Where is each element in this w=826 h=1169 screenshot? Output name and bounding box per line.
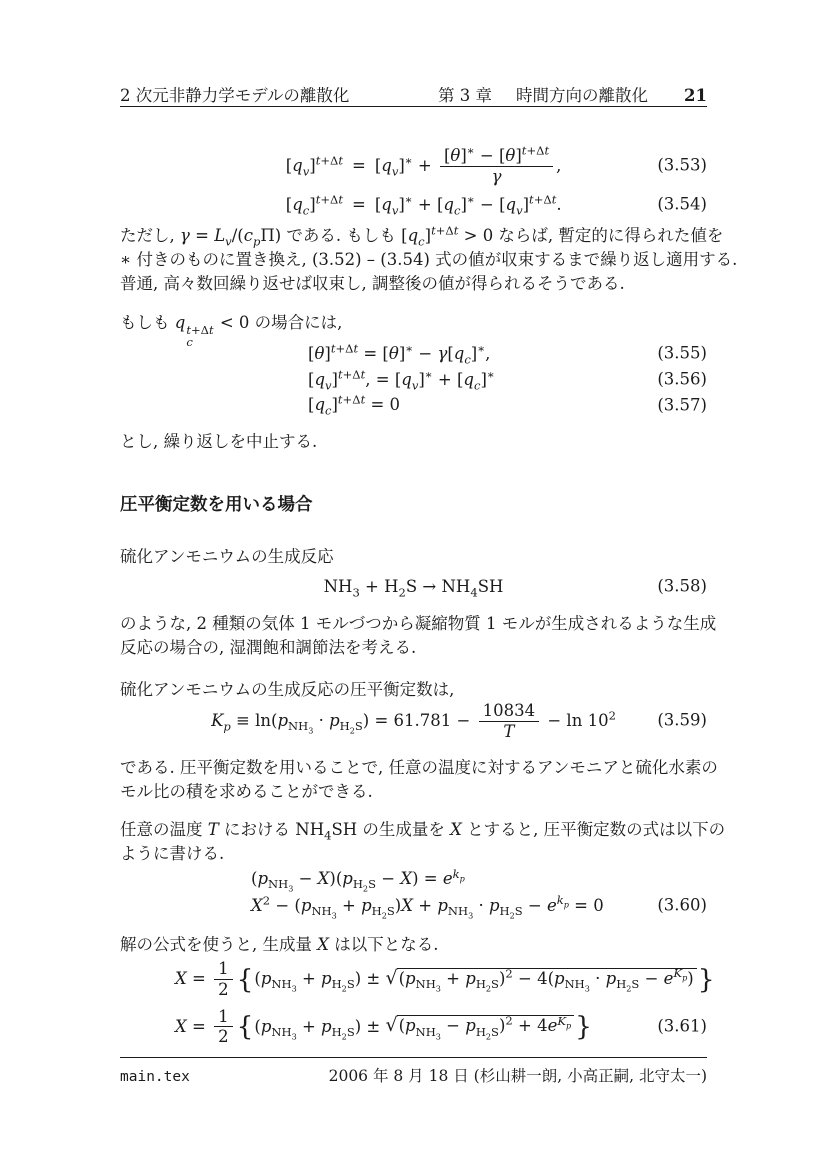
math-sup: t+Δt (529, 192, 557, 207)
math-var: v (411, 377, 419, 392)
equation-block (120, 701, 707, 742)
paragraph-line: ように書ける. (120, 844, 225, 863)
math-sup: t+Δt (521, 143, 550, 158)
math-var: t (360, 367, 366, 382)
math-sup: ∗ (477, 341, 486, 356)
math-sub (225, 234, 232, 248)
math-sub: 3 (308, 725, 314, 736)
math-var: q (453, 344, 465, 363)
fraction-denominator (440, 167, 553, 187)
math-sub: 2 (381, 910, 387, 921)
math-var: θ (505, 146, 516, 165)
math-var: K (673, 966, 683, 981)
equation-row: $[q_c]^{t+\Delta t} = 0$ (3.57) (308, 392, 707, 418)
math-var: θ (388, 344, 399, 363)
math-sup: 2 (608, 708, 616, 723)
radicand: $(p_{NH_3} - p_{H_2S})^2 + 4e^{K_p}$ (397, 1015, 575, 1037)
math-var: θ (450, 146, 461, 165)
math-sup: t+Δt (337, 392, 366, 407)
paragraph (120, 818, 726, 866)
paragraph-line: ∗ 付きのものに置き換え, (3.52) – (3.54) 式の値が収束するまで繰り返し適用する. (120, 250, 738, 269)
math-var: p (260, 1016, 272, 1036)
math-var: t (544, 143, 550, 158)
page-footer (120, 1064, 707, 1086)
math-sub: 3 (291, 983, 297, 994)
math-var: t (338, 192, 343, 207)
math-sub (474, 378, 480, 392)
math-var: q (443, 194, 454, 214)
math-var: p (488, 895, 500, 915)
math-sup: t+Δt (330, 341, 359, 356)
math-var: v (325, 377, 332, 392)
equation-block (120, 959, 715, 1047)
math-var: p (563, 899, 569, 910)
math-sup: ∗ (405, 341, 414, 356)
math-var: p (605, 968, 617, 988)
math-sub: 3 (435, 983, 441, 994)
page-body (120, 0, 738, 1169)
math-var: v (391, 202, 399, 217)
math-var: p (252, 234, 261, 249)
math-var: c (186, 335, 193, 350)
math-var: t (315, 153, 321, 168)
page-number: 21 (684, 86, 707, 105)
math-var: p (682, 972, 688, 983)
math-var: c (243, 226, 253, 245)
math-var: e (663, 968, 674, 988)
math-sqrt (385, 1013, 575, 1041)
math-sub (516, 203, 523, 217)
math-sup: t+Δt (431, 223, 459, 238)
math-var: q (292, 194, 303, 214)
math-sup: t+Δt (315, 153, 343, 168)
equation-row: $[q_v]^{t+\Delta t}$, = $[q_v]^∗ + [q_c]^∗$ (3.56) (308, 367, 707, 392)
equation-row (120, 701, 707, 742)
section-heading: 圧平衡定数を用いる場合 (120, 495, 313, 515)
math-var: q (314, 369, 325, 389)
math-var: p (361, 895, 372, 915)
math-sub (303, 203, 309, 217)
paragraph (120, 933, 707, 957)
math-var: e (547, 1016, 558, 1036)
fraction-denominator (479, 722, 540, 742)
equation-number: (3.60) (657, 895, 707, 915)
math-sup: ∗ (424, 367, 433, 382)
math-sup: 2 (262, 893, 271, 908)
math-var: q (174, 313, 186, 332)
fraction-numerator: 1 (214, 959, 233, 980)
radical-icon: √ (385, 1014, 398, 1037)
math-sup: 2 (505, 966, 513, 981)
math-var: t (186, 323, 191, 338)
equation-row: X = $\frac{1}{2}$ {$(p_{NH_3} + p_{H_2S}) \pm √(p_{NH_3} - p_{H_2S})^2 + 4e^{K_p}$ } (3.61) (175, 1006, 707, 1047)
math-var: q (381, 155, 392, 175)
math-var: e (442, 869, 453, 888)
math-var: X (317, 935, 329, 954)
math-sub: 2 (341, 1030, 347, 1041)
math-var: t (453, 223, 459, 238)
paragraph-line: 反応の場合の, 湿潤飽和調節法を考える. (120, 638, 417, 657)
math-sub (223, 719, 230, 733)
math-var: p (342, 869, 353, 888)
paragraph-line: とし, 繰り返しを中止する. (120, 432, 318, 451)
equation-rhs: $[q_v]^∗$ + $\frac{[\theta]^∗ - [\theta]^{t+\Delta t}}{\gamma}$ , (374, 143, 562, 186)
math-var: c (418, 234, 425, 249)
math-sub: H2S (499, 903, 523, 921)
math-brace: } (697, 963, 715, 995)
math-var: t (338, 153, 343, 168)
math-sub (303, 164, 310, 178)
math-var: T (207, 820, 219, 839)
math-var: t (330, 341, 336, 356)
equals-sign: = (352, 155, 366, 175)
paragraph-line: モル比の積を求めることができる. (120, 782, 373, 801)
math-sub: NH3 (311, 903, 337, 921)
math-sub: 4 (470, 585, 478, 600)
math-var: X (175, 968, 187, 988)
equation-number: (3.56) (657, 369, 707, 389)
math-var: K (557, 1013, 566, 1028)
equation: $NH_3 + H_2S \to NH_4SH$ (323, 577, 504, 600)
math-var: t (360, 392, 366, 407)
math-var: p (405, 1016, 416, 1036)
math-var: v (516, 202, 523, 217)
math-sub: 2 (509, 910, 515, 921)
math-sup (453, 867, 465, 881)
equation-block (120, 143, 707, 217)
math-sub: H2S (331, 1024, 355, 1041)
math-var: p (465, 1016, 476, 1036)
math-sub: H2S (616, 977, 640, 994)
fraction-numerator: $[\theta]^∗ - [\theta]^{t+\Delta t}$ (440, 146, 553, 167)
math-brace: } (575, 1011, 592, 1043)
equation-row: $X^2 - (p_{NH_3} + p_{H_2S})X + p_{NH_3} \cdot p_{H_2S} - e^{k_p} = 0$ (3.60) (251, 893, 707, 921)
math-var: q (407, 226, 419, 245)
math-sub: 3 (331, 910, 337, 921)
math-sub: 2 (398, 585, 406, 600)
date-authors: 2006 年 8 月 18 日 (杉山耕一朗, 小高正嗣, 北守太一) (328, 1067, 707, 1085)
footer-rule (120, 1057, 707, 1058)
math-var: p (223, 719, 231, 734)
math-var: p (554, 968, 565, 988)
math-var: L (214, 226, 226, 245)
paragraph (120, 430, 707, 454)
math-sub (418, 234, 424, 248)
equation-block (120, 341, 707, 418)
math-var: t (337, 367, 343, 382)
running-head-left: 2 次元非静力学モデルの離散化 (120, 86, 350, 105)
source-filename: main.tex (120, 1069, 190, 1085)
chapter-title: 時間方向の離散化 (516, 86, 649, 105)
equation-number: (3.58) (657, 577, 707, 596)
math-var: c (473, 377, 481, 392)
radicand: $(p_{NH_3} + p_{H_2S})^2 - 4(p_{NH_3} \cdot p_{H_2S} - e^{K_p})$ (397, 968, 697, 990)
equation-rhs: $[q_v]^∗ + [q_c]^∗ - [q_v]^{t+\Delta t}$. (374, 192, 562, 217)
math-brace: { (236, 1011, 254, 1043)
math-sub: NH3 (415, 1024, 441, 1041)
math-var: t (315, 192, 321, 207)
math-var: X (450, 820, 462, 839)
equation-block (120, 577, 707, 598)
equation-row: $(p_{NH_3} - X)(p_{H_2S} - X) = e^{k_p}$ (251, 866, 465, 894)
fraction-numerator: 10834 (479, 701, 540, 722)
math-sup: ∗ (404, 192, 413, 207)
paragraph-line: 普通, 高々数回繰り返せば収束し, 調整後の値が得られるそうである. (120, 274, 625, 293)
math-sub (454, 203, 460, 217)
math-var: t (529, 192, 534, 207)
math-sub: 2 (485, 983, 492, 994)
math-var: q (401, 369, 412, 389)
equation-number: (3.54) (657, 194, 707, 214)
math-var: p (329, 710, 340, 730)
math-sup (556, 893, 569, 910)
math-sub (460, 873, 465, 883)
math-sub (325, 404, 331, 418)
math-sub (325, 378, 332, 392)
math-sub: NH3 (268, 877, 294, 894)
math-sub (564, 899, 569, 909)
equation-number: (3.59) (657, 710, 707, 730)
equals-sign: = (352, 194, 366, 214)
paragraph (120, 311, 707, 350)
math-sub: NH3 (447, 903, 474, 921)
equation-number: (3.61) (657, 1016, 707, 1036)
math-var: k (556, 893, 564, 908)
paragraph-line: 解の公式を使うと, 生成量 X は以下となる. (120, 935, 439, 954)
math-var: p (257, 869, 268, 888)
math-var: e (546, 895, 557, 915)
paragraph-line: ただし, $\gamma = L_v/(c_p\Pi)$ である. もしも $[q_c]^{t+\Delta t} > 0$ ならば, 暫定的に得られた値を (120, 223, 724, 249)
math-fraction (214, 959, 233, 1000)
equation-row: $[\theta]^{t+\Delta t} = [\theta]^∗ - \gamma[q_c]^∗$, (3.55) (308, 341, 707, 367)
math-sub: 2 (485, 1030, 492, 1041)
equation-row (277, 192, 707, 217)
fraction-denominator: 2 (218, 1027, 229, 1047)
paragraph (120, 678, 707, 702)
equation-row: X = $\frac{1}{2}$ {$(p_{NH_3} + p_{H_2S}) \pm √(p_{NH_3} + p_{H_2S})^2 - 4(p_{NH_3} \cdot p_{H_2S} - e^{K_p})$ } (175, 959, 715, 999)
math-sub: 3 (468, 910, 474, 921)
math-var: p (565, 1020, 572, 1031)
equation-lhs: $[q_v]^{t+\Delta t}$ (285, 153, 343, 179)
math-var: t (337, 392, 343, 407)
math-var: p (321, 968, 332, 988)
math-fraction (479, 701, 540, 742)
math-sub (392, 164, 399, 178)
math-var: t (521, 143, 527, 158)
math-var: q (505, 194, 517, 214)
math-sub: H2S (352, 877, 376, 894)
math-var: c (325, 403, 332, 418)
math-var: p (277, 710, 289, 730)
math-brace: { (236, 963, 254, 995)
math-sub: 2 (349, 725, 355, 736)
math-var: p (321, 1016, 332, 1036)
math-sub: 3 (435, 1030, 441, 1041)
equation: $K_p \equiv \ln(p_{NH_3} \cdot p_{H_2S}) = 61.781$ − $\frac{10834}{T}$ − $\ln 10^2$ (211, 701, 616, 741)
math-var: t (551, 192, 557, 207)
math-sub: 3 (291, 1030, 297, 1041)
equation-row (277, 143, 707, 187)
math-var: q (292, 155, 303, 175)
math-sub: NH3 (415, 977, 441, 994)
equation-lhs: $[q_c]^{t+\Delta t}$ (285, 192, 343, 217)
equation-block (120, 866, 707, 921)
math-sub: 2 (626, 983, 632, 994)
math-sub: 2 (362, 883, 369, 894)
math-sub: 3 (352, 585, 360, 600)
math-var: q (381, 194, 392, 214)
math-sup: 2 (505, 1013, 513, 1028)
math-var: γ (180, 226, 190, 245)
math-sup: ∗ (404, 153, 413, 168)
math-sub: H2S (371, 903, 395, 921)
math-var: p (465, 968, 476, 988)
math-var: c (302, 202, 310, 217)
fraction-denominator: 2 (218, 979, 229, 999)
paragraph (120, 612, 717, 660)
math-var: t (431, 223, 436, 238)
math-var: p (300, 895, 312, 915)
math-sub (412, 378, 419, 392)
math-sub (392, 203, 399, 217)
math-sub (464, 352, 470, 366)
math-sub (566, 1020, 571, 1030)
math-var: γ (437, 344, 448, 363)
math-var: T (503, 721, 515, 741)
equation-number: (3.57) (657, 395, 707, 415)
paragraph-line: のような, 2 種類の気体 1 モルづつから凝縮物質 1 モルが生成されるような生成 (120, 614, 717, 633)
math-sup: ∗ (466, 143, 475, 158)
math-sup: ∗ (466, 192, 475, 207)
math-var: t (353, 341, 359, 356)
paragraph-line: もしも q t+Δt c < 0 の場合には, (120, 313, 343, 350)
math-var: γ (491, 166, 502, 186)
math-sup: t+Δt (337, 367, 366, 382)
math-sub: NH3 (288, 719, 314, 736)
math-sub: H2S (475, 1024, 499, 1041)
math-var: p (405, 968, 416, 988)
math-var: X (251, 895, 263, 915)
equation-number: (3.55) (657, 344, 707, 363)
math-sub: 4 (324, 828, 332, 843)
paragraph-line: 硫化アンモニウムの生成反応 (120, 547, 334, 566)
math-fraction (440, 143, 553, 187)
math-var: k (452, 866, 460, 881)
math-sub: 2 (341, 983, 347, 994)
math-sub: H2S (339, 719, 363, 736)
fraction-numerator: 1 (214, 1007, 233, 1028)
math-sup: t+Δt (186, 323, 214, 338)
paragraph (120, 756, 718, 804)
math-var: X (317, 869, 330, 888)
math-var: p (260, 968, 272, 988)
math-sub (253, 234, 260, 248)
paragraph (120, 223, 738, 296)
math-var: v (225, 234, 232, 249)
math-var: q (463, 369, 474, 389)
math-var: v (302, 164, 310, 179)
math-sub: NH3 (564, 977, 590, 994)
math-var: X (175, 1016, 187, 1036)
math-sqrt (385, 966, 697, 994)
math-sub (682, 973, 687, 983)
paragraph-line: 任意の温度 T における $NH_4SH$ の生成量を X とすると, 圧平衡定数の式は以下の (120, 820, 726, 843)
math-sup (673, 966, 688, 983)
paragraph-line: である. 圧平衡定数を用いることで, 任意の温度に対するアンモニアと硫化水素の (120, 758, 718, 777)
math-sup: t+Δt (315, 192, 343, 207)
math-sub: 3 (584, 983, 590, 994)
math-var: θ (314, 344, 325, 363)
math-var: K (211, 710, 224, 730)
math-var: X (401, 895, 413, 915)
math-sub: H2S (331, 977, 355, 994)
math-var: p (437, 895, 448, 915)
math-var: q (314, 395, 325, 415)
paragraph (120, 545, 707, 569)
math-var: p (459, 872, 465, 883)
math-sup (557, 1013, 572, 1031)
math-sub: NH3 (271, 977, 297, 994)
radical-icon: √ (385, 966, 398, 989)
math-fraction (214, 1007, 233, 1048)
equation-number: (3.53) (657, 155, 707, 175)
math-var: t (208, 323, 214, 338)
math-sub: H2S (475, 977, 499, 994)
paragraph-line: 硫化アンモニウムの生成反応の圧平衡定数は, (120, 680, 455, 699)
math-sub: NH3 (271, 1024, 297, 1041)
equation-row (120, 577, 707, 598)
math-var: c (464, 352, 471, 367)
math-var: X (400, 869, 413, 888)
math-var: c (453, 202, 461, 217)
math-sub: 3 (288, 883, 294, 894)
chapter-label: 第 3 章 (438, 86, 493, 105)
math-var: v (391, 164, 399, 179)
math-sup: ∗ (486, 367, 495, 382)
